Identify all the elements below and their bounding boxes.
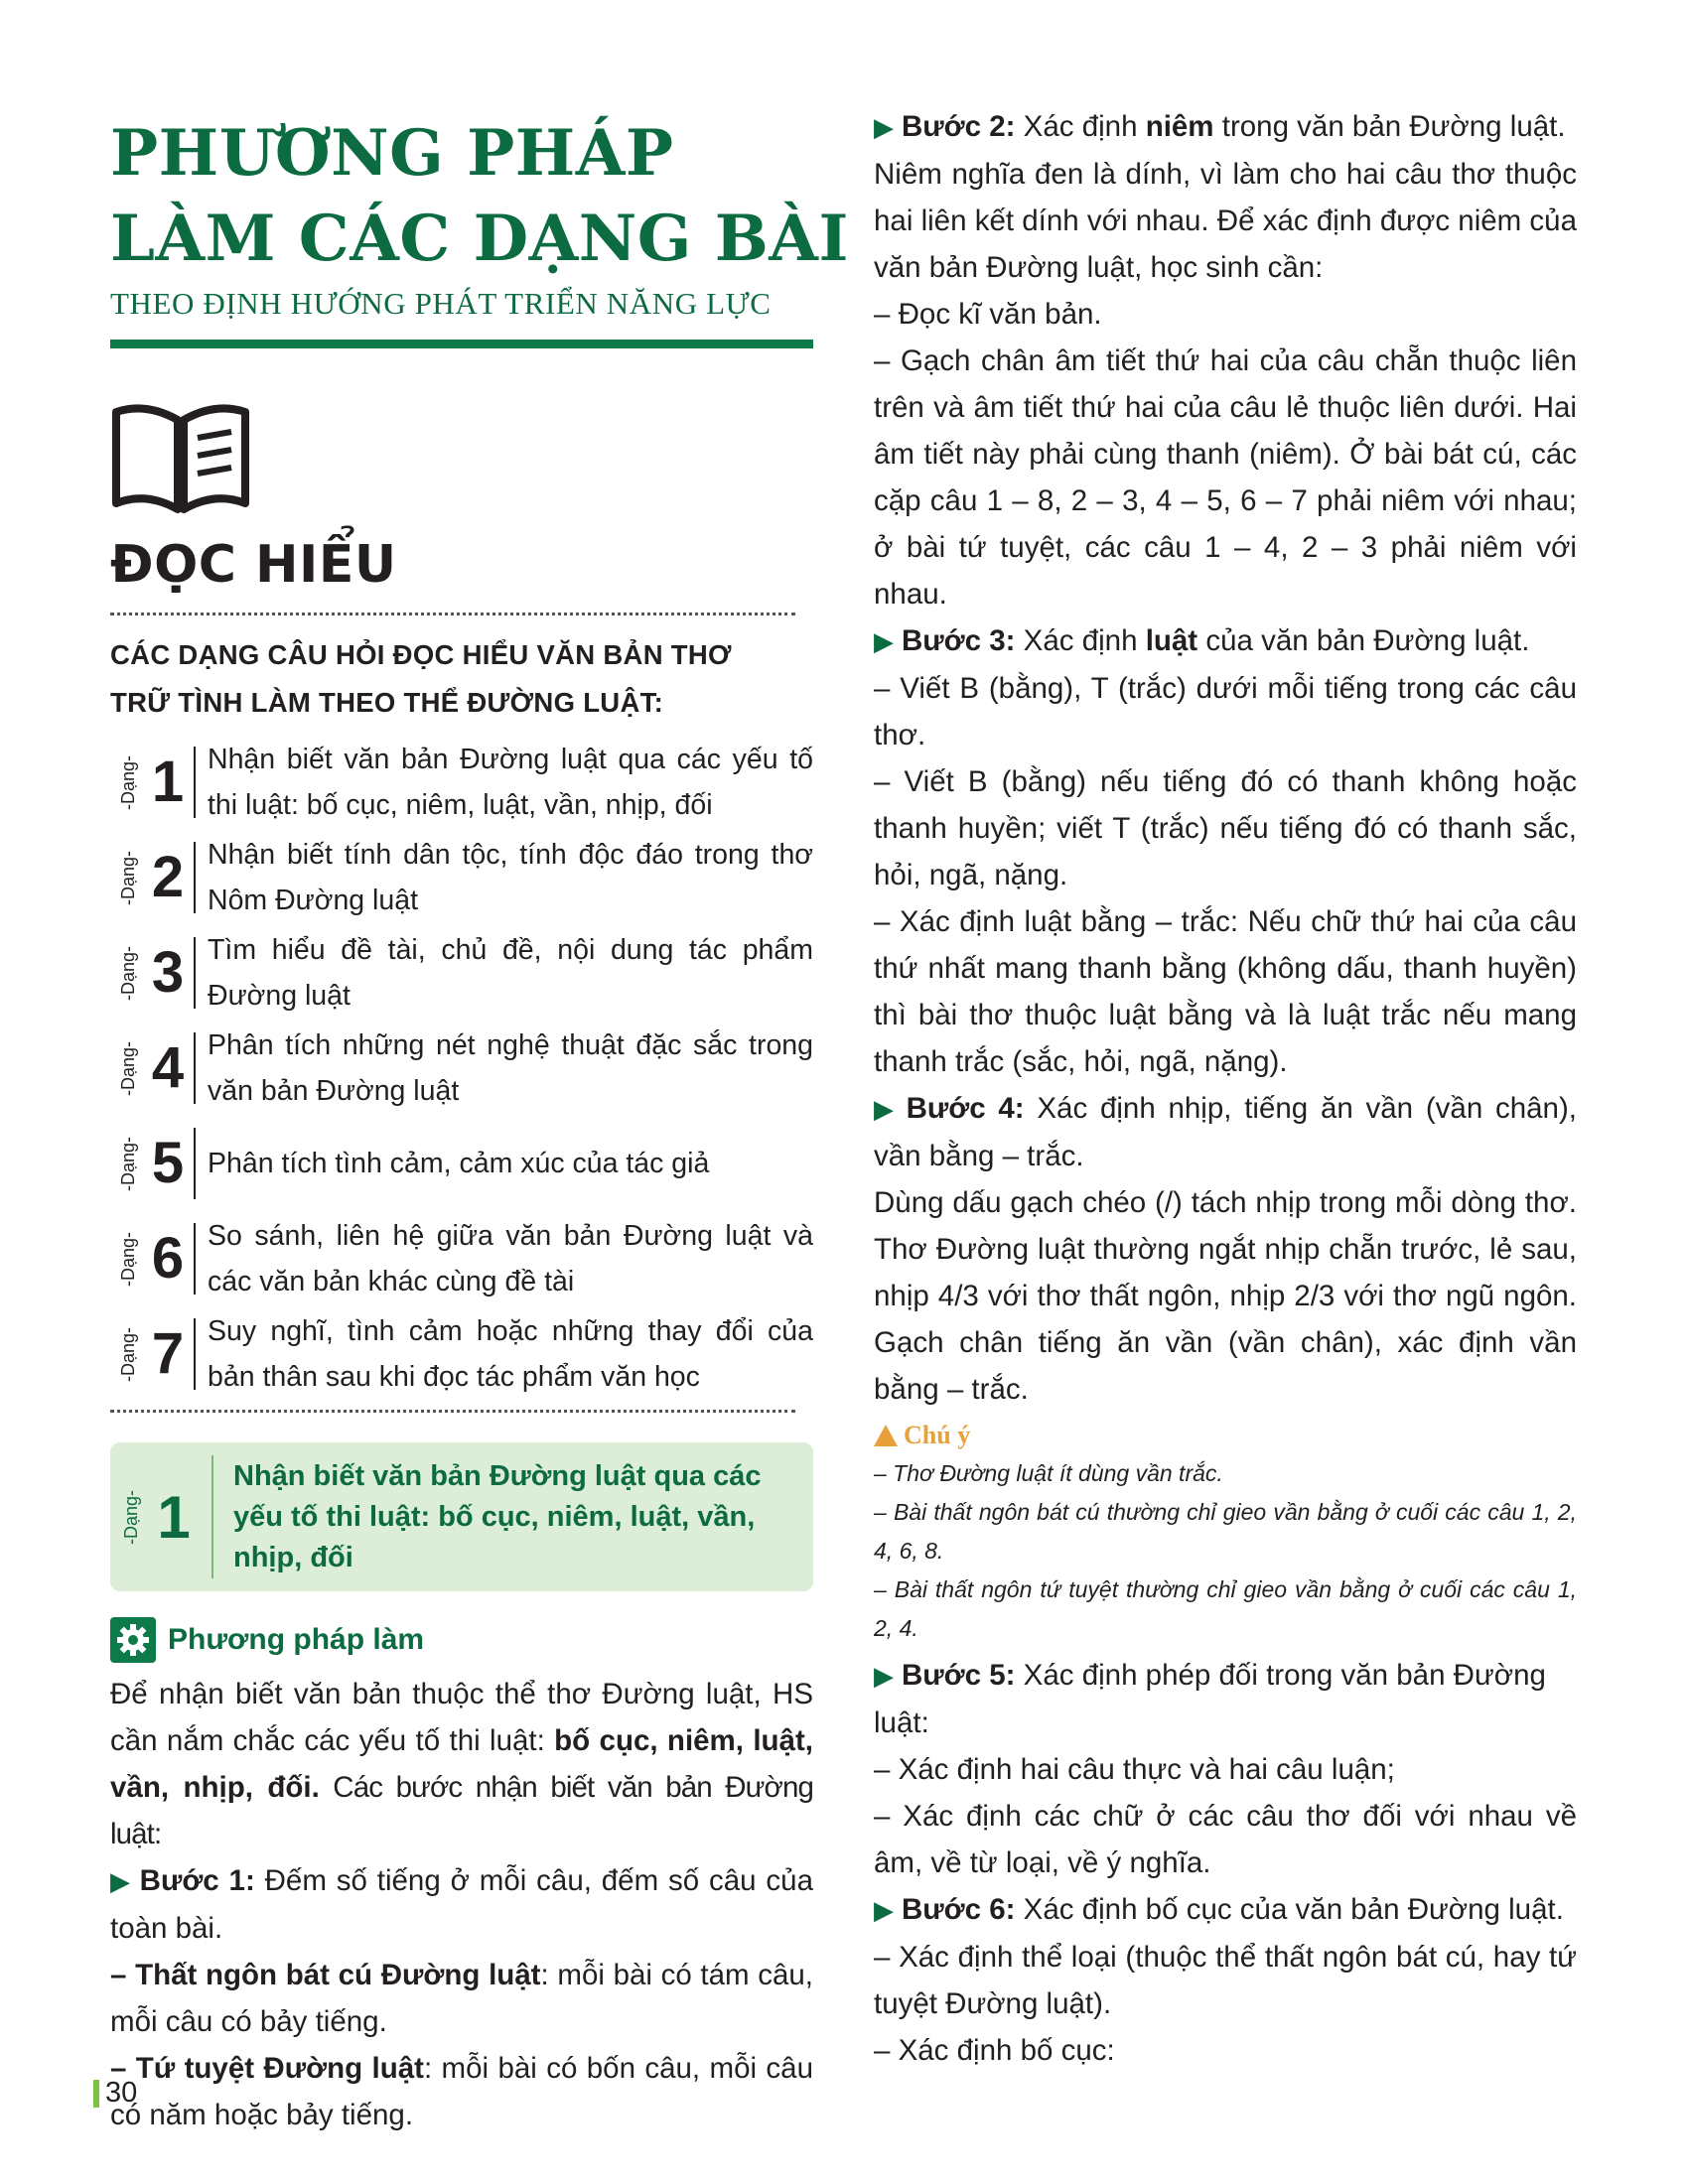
- dang-number: 5: [151, 1131, 185, 1195]
- step-5-heading: ▶ Bước 5: Xác định phép đối trong văn bản Đường luật:: [874, 1659, 1546, 1739]
- step-2-paragraph: Niêm nghĩa đen là dính, vì làm cho hai câu thơ thuộc hai liên kết dính với nhau. Để xác định được niêm của văn bản Đường luật, học sinh cần:: [874, 158, 1577, 284]
- open-book-icon: [110, 400, 251, 519]
- dotted-divider: [110, 613, 795, 615]
- dang-label: -Dạng-: [118, 850, 139, 905]
- dang-number: 3: [151, 940, 185, 1005]
- dang-label: -Dạng-: [118, 1136, 139, 1191]
- divider-bar: [194, 1223, 196, 1295]
- dang-text: Nhận biết tính dân tộc, tính độc đáo trong thơ Nôm Đường luật: [208, 839, 813, 916]
- step-6-paragraph: – Xác định bố cục:: [874, 2034, 1115, 2067]
- note-line: – Bài thất ngôn bát cú thường chỉ gieo vần bằng ở cuối các câu 1, 2, 4, 6, 8.: [874, 1499, 1577, 1564]
- dotted-divider: [110, 1410, 795, 1413]
- that-ngon-line: – Thất ngôn bát cú Đường luật: mỗi bài có tám câu, mỗi câu có bảy tiếng.: [110, 1959, 814, 2038]
- dang-box-text: Nhận biết văn bản Đường luật qua các yếu tố thi luật: bố cục, niêm, luật, vần, nhịp, đối: [233, 1459, 762, 1573]
- title-line-2: LÀM CÁC DẠNG BÀI: [110, 202, 849, 276]
- dang-number: 1: [157, 1483, 191, 1551]
- list-item: [110, 1021, 813, 1116]
- dang-number: 7: [151, 1321, 185, 1386]
- dang-label: -Dạng-: [118, 754, 139, 810]
- divider-bar: [194, 1032, 196, 1104]
- step-3-paragraph: – Xác định luật bằng – trắc: Nếu chữ thứ hai của câu thứ nhất mang thanh bằng (không dấu, thanh huyền) thì bài thơ thuộc luật bằng và là luật trắc nếu mang thanh trắc (sắc, hỏi, ngã, nặng).: [874, 905, 1577, 1078]
- heading-line-1: CÁC DẠNG CÂU HỎI ĐỌC HIỂU VĂN BẢN THƠ: [110, 639, 732, 670]
- method-heading: [110, 1617, 813, 1663]
- gear-icon: [110, 1617, 156, 1663]
- title-line-1: PHƯƠNG PHÁP: [110, 116, 674, 191]
- note-heading: Chú ý: [874, 1417, 1577, 1454]
- step-4-heading: ▶ Bước 4: Xác định nhịp, tiếng ăn vần (vần chân), vần bằng – trắc.: [874, 1092, 1577, 1172]
- dang-number: 6: [151, 1226, 185, 1291]
- method-label: Phương pháp làm: [168, 1623, 425, 1656]
- divider-bar: [194, 842, 196, 913]
- dang-label: -Dạng-: [118, 1231, 139, 1287]
- step-5-paragraph: – Xác định các chữ ở các câu thơ đối với nhau về âm, về từ loại, về ý nghĩa.: [874, 1800, 1577, 1879]
- step-2-paragraph: – Đọc kĩ văn bản.: [874, 298, 1102, 331]
- list-item: [110, 1306, 813, 1402]
- step-6-heading: ▶ Bước 6: Xác định bố cục của văn bản Đường luật.: [874, 1893, 1564, 1926]
- dang-text: Nhận biết văn bản Đường luật qua các yếu tố thi luật: bố cục, niêm, luật, vần, nhịp, đối: [208, 744, 813, 821]
- step-3-paragraph: – Viết B (bằng), T (trắc) dưới mỗi tiếng trong các câu thơ.: [874, 672, 1577, 751]
- note-line: – Thơ Đường luật ít dùng vần trắc.: [874, 1460, 1223, 1486]
- step-3-paragraph: – Viết B (bằng) nếu tiếng đó có thanh không hoặc thanh huyền; viết T (trắc) nếu tiếng đó có thanh sắc, hỏi, ngã, nặng.: [874, 765, 1577, 891]
- divider-bar: [194, 1318, 196, 1390]
- arrow-icon: ▶: [874, 1661, 894, 1691]
- left-column: [110, 111, 849, 2138]
- arrow-icon: ▶: [110, 1866, 132, 1896]
- arrow-icon: ▶: [874, 112, 894, 142]
- arrow-icon: ▶: [874, 1094, 899, 1124]
- subtitle: THEO ĐỊNH HƯỚNG PHÁT TRIỂN NĂNG LỰC: [110, 286, 772, 321]
- dang-text: Tìm hiểu đề tài, chủ đề, nội dung tác phẩm Đường luật: [208, 934, 813, 1012]
- dang-number: 1: [151, 750, 185, 814]
- dang-text: So sánh, liên hệ giữa văn bản Đường luật và các văn bản khác cùng đề tài: [208, 1220, 813, 1297]
- list-item: [110, 830, 813, 925]
- method-body: [110, 1671, 813, 2138]
- arrow-icon: ▶: [874, 1895, 894, 1925]
- step-5-paragraph: – Xác định hai câu thực và hai câu luận;: [874, 1753, 1395, 1786]
- warning-icon: [874, 1425, 898, 1446]
- dang-text: Phân tích tình cảm, cảm xúc của tác giả: [208, 1148, 710, 1179]
- divider-bar: [194, 747, 196, 818]
- dang-number: 4: [151, 1035, 185, 1100]
- section-title: ĐỌC HIỂU: [110, 535, 397, 595]
- right-column: [874, 103, 1577, 2074]
- page-number-bar: [93, 2080, 99, 2108]
- step-2-heading: ▶ Bước 2: Xác định niêm trong văn bản Đường luật.: [874, 110, 1566, 143]
- dang-label: -Dạng-: [118, 1040, 139, 1096]
- dang-label: -Dạng-: [121, 1489, 142, 1545]
- dang-label: -Dạng-: [118, 945, 139, 1001]
- dang-text: Phân tích những nét nghệ thuật đặc sắc trong văn bản Đường luật: [208, 1029, 813, 1107]
- question-type-list: [110, 735, 813, 1402]
- list-item: [110, 1211, 813, 1306]
- step-4-paragraph: Dùng dấu gạch chéo (/) tách nhịp trong mỗi dòng thơ. Thơ Đường luật thường ngắt nhịp chẵn trước, lẻ sau, nhịp 4/3 với thơ thất ngôn, nhịp 2/3 với thơ ngũ ngôn. Gạch chân tiếng ăn vần (vần chân), xác định vần bằng – trắc.: [874, 1186, 1577, 1406]
- list-item: [110, 925, 813, 1021]
- dang-text: Suy nghĩ, tình cảm hoặc những thay đổi của bản thân sau khi đọc tác phẩm văn học: [208, 1315, 813, 1393]
- dang-label: -Dạng-: [118, 1326, 139, 1382]
- page-number-text: 30: [105, 2077, 138, 2109]
- tu-tuyet-line: – Tứ tuyệt Đường luật: mỗi bài có bốn câu, mỗi câu có năm hoặc bảy tiếng.: [110, 2052, 813, 2131]
- list-item: [110, 735, 813, 830]
- method-intro: Để nhận biết văn bản thuộc thể thơ Đường luật, HS cần nắm chắc các yếu tố thi luật: bố cục, niêm, luật, vần, nhịp, đối. Các bước nhận biết văn bản Đường luật:: [110, 1678, 813, 1850]
- arrow-icon: ▶: [874, 626, 894, 656]
- dang-1-highlight-box: [110, 1442, 813, 1591]
- step-3-heading: ▶ Bước 3: Xác định luật của văn bản Đường luật.: [874, 624, 1530, 657]
- page-number: [93, 2077, 137, 2110]
- step-2-paragraph: – Gạch chân âm tiết thứ hai của câu chẵn thuộc liên trên và âm tiết thứ hai của câu lẻ thuộc liên dưới. Hai âm tiết này phải cùng thanh (niêm). Ở bài bát cú, các cặp câu 1 – 8, 2 – 3, 4 – 5, 6 – 7 phải niêm với nhau; ở bài tứ tuyệt, các câu 1 – 4, 2 – 3 phải niêm với nhau.: [874, 344, 1577, 611]
- note-line: – Bài thất ngôn tứ tuyệt thường chỉ gieo vần bằng ở cuối các câu 1, 2, 4.: [874, 1576, 1577, 1641]
- title-divider: [110, 340, 813, 348]
- step-1: ▶ Bước 1: Đếm số tiếng ở mỗi câu, đếm số câu của toàn bài.: [110, 1864, 813, 1945]
- list-item: [110, 1116, 813, 1211]
- heading-line-2: TRỮ TÌNH LÀM THEO THỂ ĐƯỜNG LUẬT:: [110, 687, 664, 718]
- question-types-heading: [110, 631, 813, 727]
- dang-number: 2: [151, 845, 185, 909]
- step-6-paragraph: – Xác định thể loại (thuộc thể thất ngôn bát cú, hay tứ tuyệt Đường luật).: [874, 1941, 1577, 2020]
- divider-bar: [194, 1128, 196, 1199]
- divider-bar: [194, 937, 196, 1009]
- divider-bar: [211, 1455, 213, 1578]
